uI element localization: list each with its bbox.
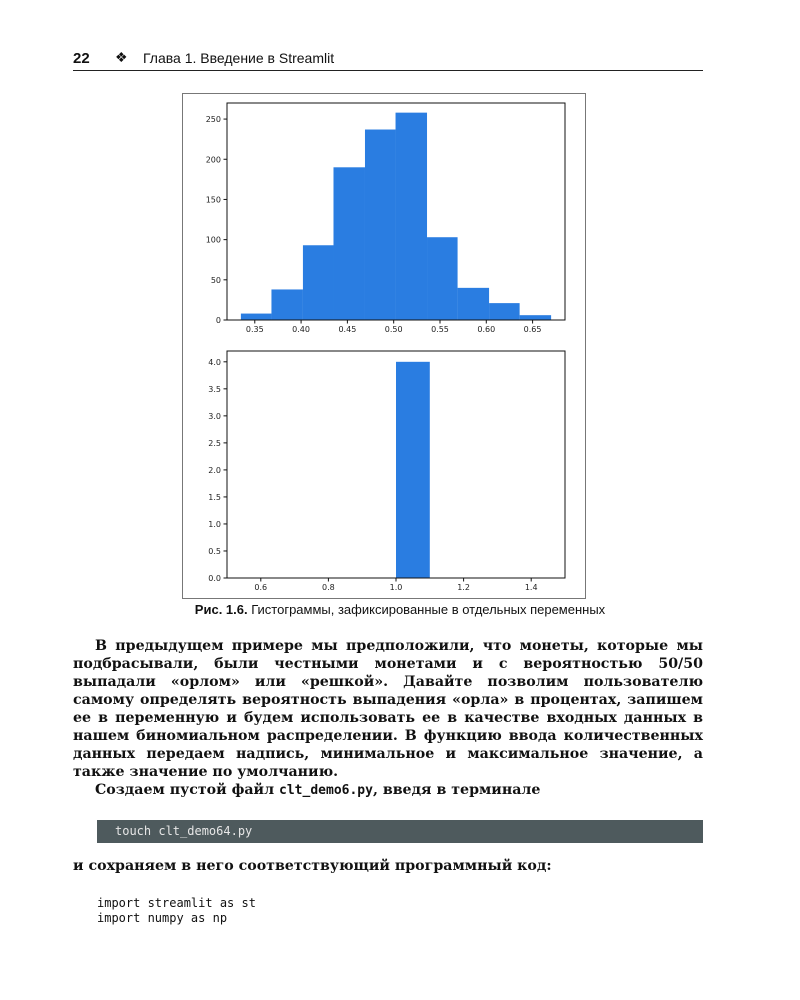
code-line: import streamlit as st [97,896,256,910]
y-tick-label: 0.5 [208,546,221,556]
terminal-command: touch clt_demo64.py [115,824,253,838]
caption-label: Рис. 1.6. [194,602,248,617]
x-tick-label: 1.4 [524,583,538,592]
paragraph-create-file-text: Создаем пустой файл [95,782,280,798]
bar [396,362,430,578]
y-tick-label: 250 [205,115,221,125]
terminal-command-box [97,820,703,843]
x-tick-label: 0.8 [322,583,335,592]
page-number: 22 [73,50,90,67]
y-tick-label: 150 [205,195,221,205]
x-tick-label: 0.35 [245,325,264,334]
bar [427,237,458,320]
bar [458,288,489,320]
histogram-top [183,94,585,342]
body-text [73,637,703,800]
code-line: import numpy as np [97,911,228,925]
x-tick-label: 0.55 [431,325,449,334]
paragraph-create-file-tail: , введя в терминале [372,782,541,798]
running-head [73,48,703,71]
chapter-title: Глава 1. Введение в Streamlit [143,50,335,66]
caption-text: Гистограммы, зафиксированные в отдельных переменных [247,602,606,617]
x-tick-label: 0.50 [384,325,403,334]
histogram-bottom [183,342,585,598]
x-tick-label: 0.45 [338,325,357,334]
bar [396,113,427,320]
y-tick-label: 50 [210,275,221,285]
x-tick-label: 0.65 [523,325,542,334]
x-tick-label: 1.0 [389,583,403,592]
paragraph-create-file [73,781,703,800]
y-tick-label: 200 [205,155,221,165]
y-tick-label: 1.0 [208,519,221,529]
figure-frame [182,93,586,599]
x-tick-label: 1.2 [457,583,470,592]
paragraph-intro: В предыдущем примере мы предположили, что монеты, которые мы подбрасывали, были честными монетами и с вероятностью 50/50 выпадали «орлом» или «решкой». Давайте позволим пользователю самому определять вероятность выпадения «орла» в процентах, запишем ее в переменную и будем использовать ее в качестве входных данных в нашем биномиальном распределении. В функцию ввода количественных данных передаем надпись, минимальное и максимальное значение, а также значение по умолчанию. [73,638,703,780]
bar [520,315,551,320]
y-tick-label: 0 [215,316,221,325]
bar [241,314,272,320]
bar [303,245,334,320]
bar [333,167,364,320]
bar [271,289,302,320]
ornament-icon: ❖ [115,49,128,65]
bar [365,130,396,320]
y-tick-label: 3.0 [208,411,221,421]
figure-caption [0,602,800,617]
x-tick-label: 0.40 [292,325,310,334]
bar [489,303,520,320]
inline-code-filename: clt_demo6.py [279,783,373,798]
y-tick-label: 1.5 [208,492,221,502]
code-block [97,896,256,926]
y-tick-label: 0.0 [208,574,221,583]
x-tick-label: 0.60 [477,325,496,334]
y-tick-label: 3.5 [208,384,221,394]
y-tick-label: 4.0 [208,357,221,367]
paragraph-save-code: и сохраняем в него соответствующий программный код: [73,858,552,874]
y-tick-label: 2.5 [208,438,221,448]
y-tick-label: 100 [205,235,221,245]
x-tick-label: 0.6 [254,583,268,592]
y-tick-label: 2.0 [208,465,221,475]
